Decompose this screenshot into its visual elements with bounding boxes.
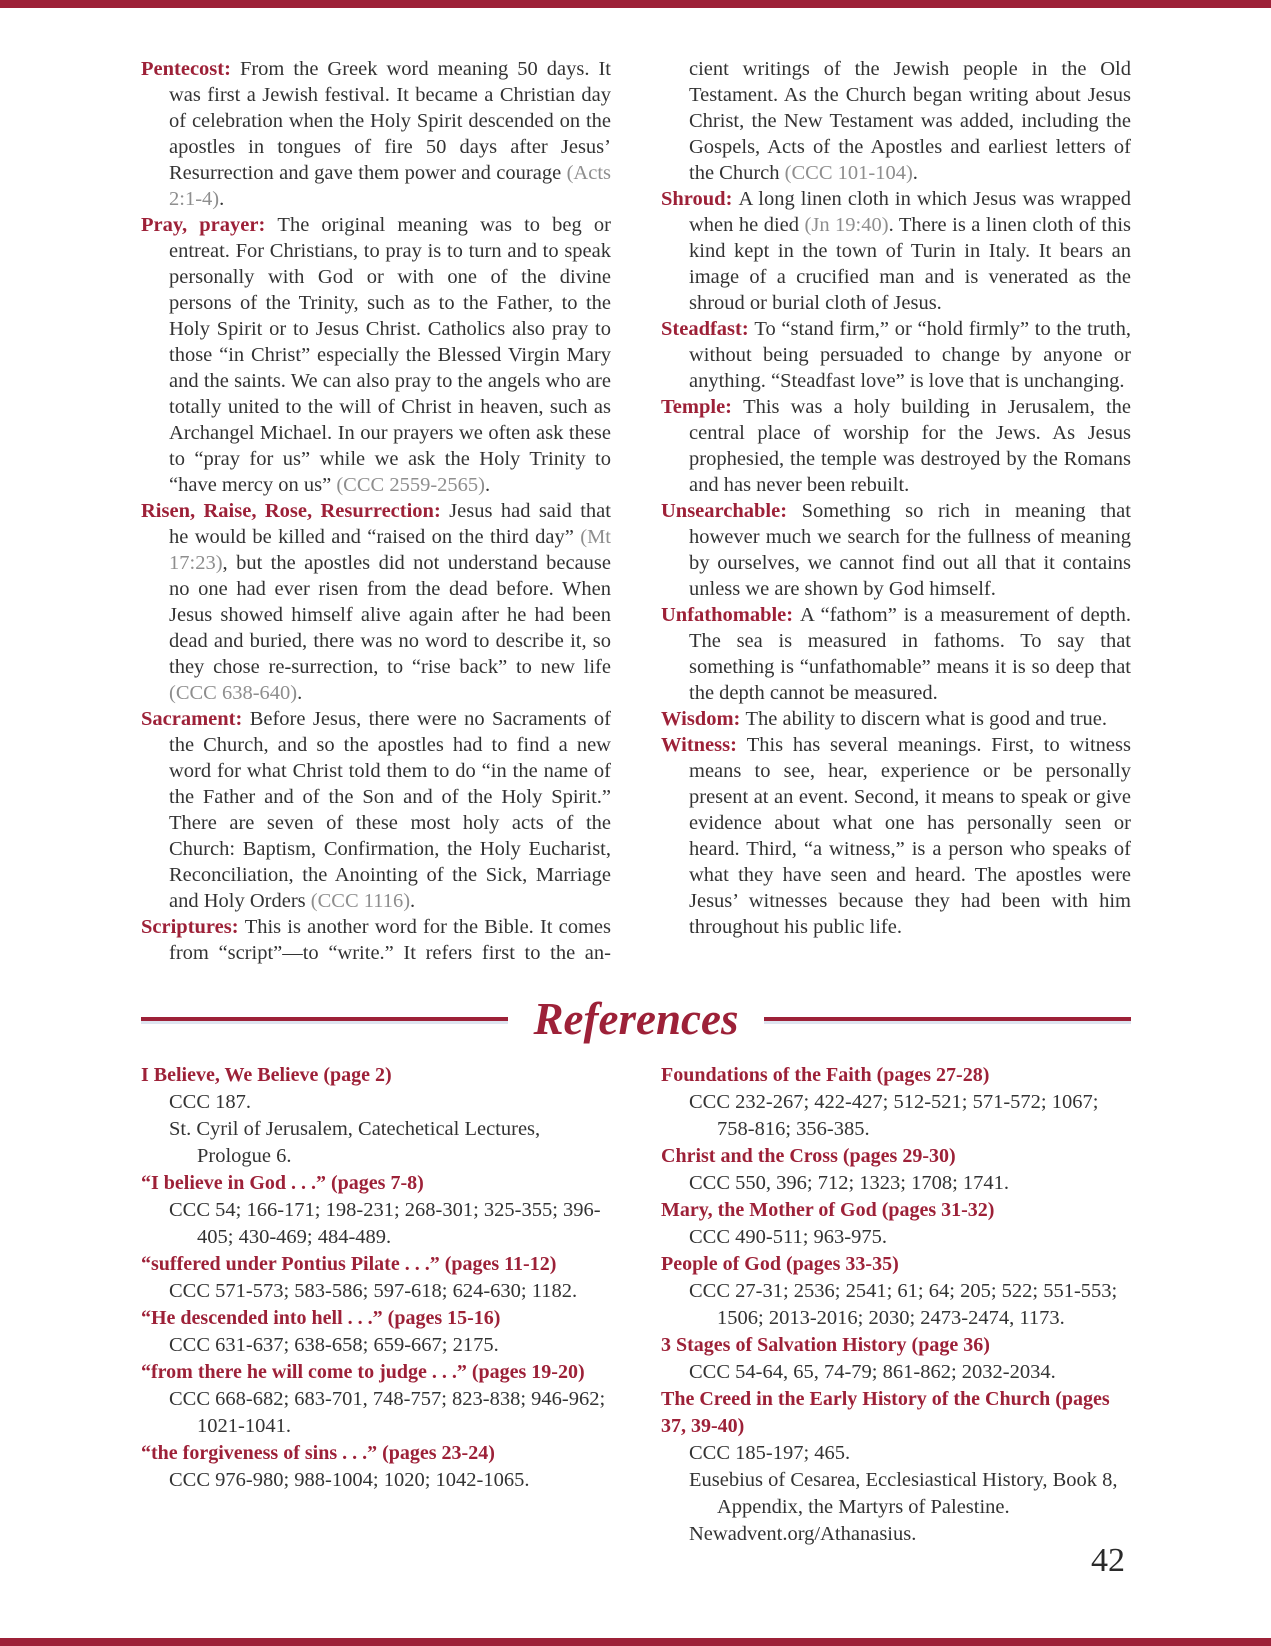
reference-line: St. Cyril of Jerusalem, Catechetical Lectures, Prologue 6. xyxy=(169,1118,541,1167)
definition-text: The ability to discern what is good and true. xyxy=(745,708,1107,730)
references-divider xyxy=(141,988,1131,1050)
definition-text: This has several meanings. First, to witness means to see, hear, experience or be personally present at an event. Second, it means to speak or give evidence about what one has personally seen or heard. Third, “a witness,” is a person who speaks of what they have seen and heard. The apostles were Jesus’ witnesses because they had been with him throughout his public life. xyxy=(689,734,1131,938)
definition-text: A “fathom” is a measurement of depth. The sea is measured in fathoms. To say that something is “unfathomable” means it is so deep that the depth cannot be measured. xyxy=(689,604,1132,704)
definition-text: , but the apostles did not understand because no one had ever risen from the dead before. When Jesus showed himself alive again after he had been dead and buried, there was no word to describe it, so they chose re-surrection, to “rise back” to new life xyxy=(169,552,611,678)
reference-line: CCC 571-573; 583-586; 597-618; 624-630; 1182. xyxy=(169,1280,578,1302)
citation: (CCC 101-104) xyxy=(784,162,913,184)
definition-text: The original meaning was to beg or entreat. For Christians, to pray is to turn and to speak personally with God or with one of the divine persons of the Trinity, such as to the Father, to the Holy Spirit or to Jesus Christ. Catholics also pray to those “in Christ” especially the Blessed Virgin Mary and the saints. We can also pray to the angels who are totally united to the will of Christ in heaven, such as Archangel Michael. In our prayers we often ask these to “pray for us” while we ask the Holy Trinity to “have mercy on us” xyxy=(169,214,611,496)
divider-rule-left xyxy=(141,1017,508,1021)
glossary-entry xyxy=(141,498,611,706)
glossary-term: Risen, Raise, Rose, Resurrection: xyxy=(141,500,450,522)
citation: (CCC 1116) xyxy=(310,890,411,912)
bottom-border-rule xyxy=(0,1638,1271,1646)
reference-heading: I Believe, We Believe (page 2) xyxy=(141,1064,392,1086)
definition-text: Before Jesus, there were no Sacraments of the Church, and so the apostles had to find a new word for what Christ told them to do “in the name of the Father and of the Son and of the Holy Spirit.” There are seven of these most holy acts of the Church: Baptism, Confirmation, the Holy Eucharist, Reconciliation, the Anointing of the Sick, Marriage and Holy Orders xyxy=(169,708,611,912)
reference-line: CCC 27-31; 2536; 2541; 61; 64; 205; 522; 551-553; 1506; 2013-2016; 2030; 2473-2474, 1173. xyxy=(689,1280,1118,1329)
glossary-term: Sacrament: xyxy=(141,708,250,730)
reference-heading: The Creed in the Early History of the Church (pages 37, 39-40) xyxy=(661,1388,1110,1437)
references-column-left xyxy=(141,1062,611,1548)
reference-heading: “He descended into hell . . .” (pages 15-16) xyxy=(141,1307,501,1329)
top-border-rule xyxy=(0,0,1271,8)
definition-text: Something so rich in meaning that however much we search for the fullness of meaning by ourselves, we cannot find out all that it contains unless we are shown by God himself. xyxy=(689,500,1131,600)
glossary-column-right xyxy=(661,56,1131,966)
glossary-column-left xyxy=(141,56,611,966)
reference-heading: Christ and the Cross (pages 29-30) xyxy=(661,1145,956,1167)
glossary-term: Unsearchable: xyxy=(661,500,802,522)
reference-line: CCC 550, 396; 712; 1323; 1708; 1741. xyxy=(689,1172,1010,1194)
definition-text: A long linen cloth in which Jesus was wrapped when he died xyxy=(689,188,1131,236)
definition-text: From the Greek word meaning 50 days. It was first a Jewish festival. It became a Christian day of celebration when the Holy Spirit descended on the apostles in tongues of fire 50 days after Jesus’ Resurrection and gave them power and courage xyxy=(169,58,611,184)
reference-line: CCC 54-64, 65, 74-79; 861-862; 2032-2034. xyxy=(689,1361,1056,1383)
reference-line: CCC 185-197; 465. xyxy=(689,1442,851,1464)
definition-text: . xyxy=(484,474,491,496)
reference-line: CCC 232-267; 422-427; 512-521; 571-572; 1067; 758-816; 356-385. xyxy=(689,1091,1099,1140)
citation: (CCC 638-640) xyxy=(169,682,298,704)
definition-text: . xyxy=(912,162,918,184)
definition-text: This is another word for the Bible. It comes from “script”—to “write.” It refers first to the an- xyxy=(169,916,611,964)
reference-heading: “the forgiveness of sins . . .” (pages 23-24) xyxy=(141,1442,495,1464)
glossary-term: Shroud: xyxy=(661,188,739,210)
references-section xyxy=(141,1062,1131,1548)
page-content xyxy=(141,56,1131,1548)
reference-heading: Foundations of the Faith (pages 27-28) xyxy=(661,1064,990,1086)
reference-line: CCC 631-637; 638-658; 659-667; 2175. xyxy=(169,1334,499,1356)
references-column-right xyxy=(661,1062,1131,1548)
references-title: References xyxy=(533,994,739,1044)
glossary-entry xyxy=(141,212,611,498)
definition-text: . xyxy=(410,890,416,912)
page-number: 42 xyxy=(1091,1542,1125,1579)
reference-line: CCC 490-511; 963-975. xyxy=(689,1226,887,1248)
glossary-entry xyxy=(141,56,611,212)
glossary-term: Pentecost: xyxy=(141,58,240,80)
reference-heading: People of God (pages 33-35) xyxy=(661,1253,899,1275)
reference-line: CCC 976-980; 988-1004; 1020; 1042-1065. xyxy=(169,1469,530,1491)
glossary-term: Steadfast: xyxy=(661,318,755,340)
definition-text: cient writings of the Jewish people in the Old Testament. As the Church began writing about Jesus Christ, the New Testament was added, including the Gospels, Acts of the Apostles and earliest letters of the Church xyxy=(689,58,1131,184)
citation: (Acts 2:1-4) xyxy=(169,162,611,210)
glossary-entry xyxy=(141,706,611,914)
divider-rule-right xyxy=(764,1017,1131,1021)
definition-text: . xyxy=(297,682,303,704)
definition-text: . There is a linen cloth of this kind kept in the town of Turin in Italy. It bears an image of a crucified man and is venerated as the shroud or burial cloth of Jesus. xyxy=(689,214,1132,314)
reference-line: CCC 187. xyxy=(169,1091,252,1113)
glossary-term: Unfathomable: xyxy=(661,604,800,626)
definition-text: Jesus had said that he would be killed and “raised on the third day” xyxy=(169,500,611,548)
glossary-term: Scriptures: xyxy=(141,916,245,938)
reference-heading: “suffered under Pontius Pilate . . .” (pages 11-12) xyxy=(141,1253,557,1275)
glossary-term: Wisdom: xyxy=(661,708,746,730)
reference-line: CCC 668-682; 683-701, 748-757; 823-838; 946-962; 1021-1041. xyxy=(169,1388,606,1437)
glossary-entry xyxy=(661,56,1131,186)
glossary-entry xyxy=(661,602,1131,706)
glossary-entry xyxy=(661,498,1131,602)
glossary-entry xyxy=(661,186,1131,316)
glossary-term: Temple: xyxy=(661,396,744,418)
citation: (Mt 17:23) xyxy=(169,526,611,574)
reference-heading: “from there he will come to judge . . .” (pages 19-20) xyxy=(141,1361,585,1383)
reference-heading: Mary, the Mother of God (pages 31-32) xyxy=(661,1199,995,1221)
citation: (Jn 19:40) xyxy=(804,214,889,236)
definition-text: . xyxy=(219,188,225,210)
glossary-entry xyxy=(661,394,1131,498)
glossary-term: Witness: xyxy=(661,734,747,756)
definition-text: This was a holy building in Jerusalem, the central place of worship for the Jews. As Jesus prophesied, the temple was destroyed by the Romans and has never been rebuilt. xyxy=(689,396,1131,496)
glossary-entry xyxy=(661,316,1131,394)
glossary-entry xyxy=(661,706,1131,732)
glossary-entry xyxy=(141,914,611,966)
reference-line: Eusebius of Cesarea, Ecclesiastical History, Book 8, Appendix, the Martyrs of Palestine. xyxy=(689,1469,1118,1518)
reference-line: CCC 54; 166-171; 198-231; 268-301; 325-355; 396-405; 430-469; 484-489. xyxy=(169,1199,601,1248)
citation: (CCC 2559-2565) xyxy=(336,474,485,496)
reference-line: Newadvent.org/Athanasius. xyxy=(689,1523,917,1545)
reference-heading: 3 Stages of Salvation History (page 36) xyxy=(661,1334,990,1356)
glossary-entry xyxy=(661,732,1131,940)
glossary-term: Pray, prayer: xyxy=(141,214,278,236)
reference-heading: “I believe in God . . .” (pages 7-8) xyxy=(141,1172,424,1194)
definition-text: To “stand firm,” or “hold firmly” to the truth, without being persuaded to change by anyone or anything. “Steadfast love” is love that is unchanging. xyxy=(689,318,1131,392)
glossary-section xyxy=(141,56,1131,966)
